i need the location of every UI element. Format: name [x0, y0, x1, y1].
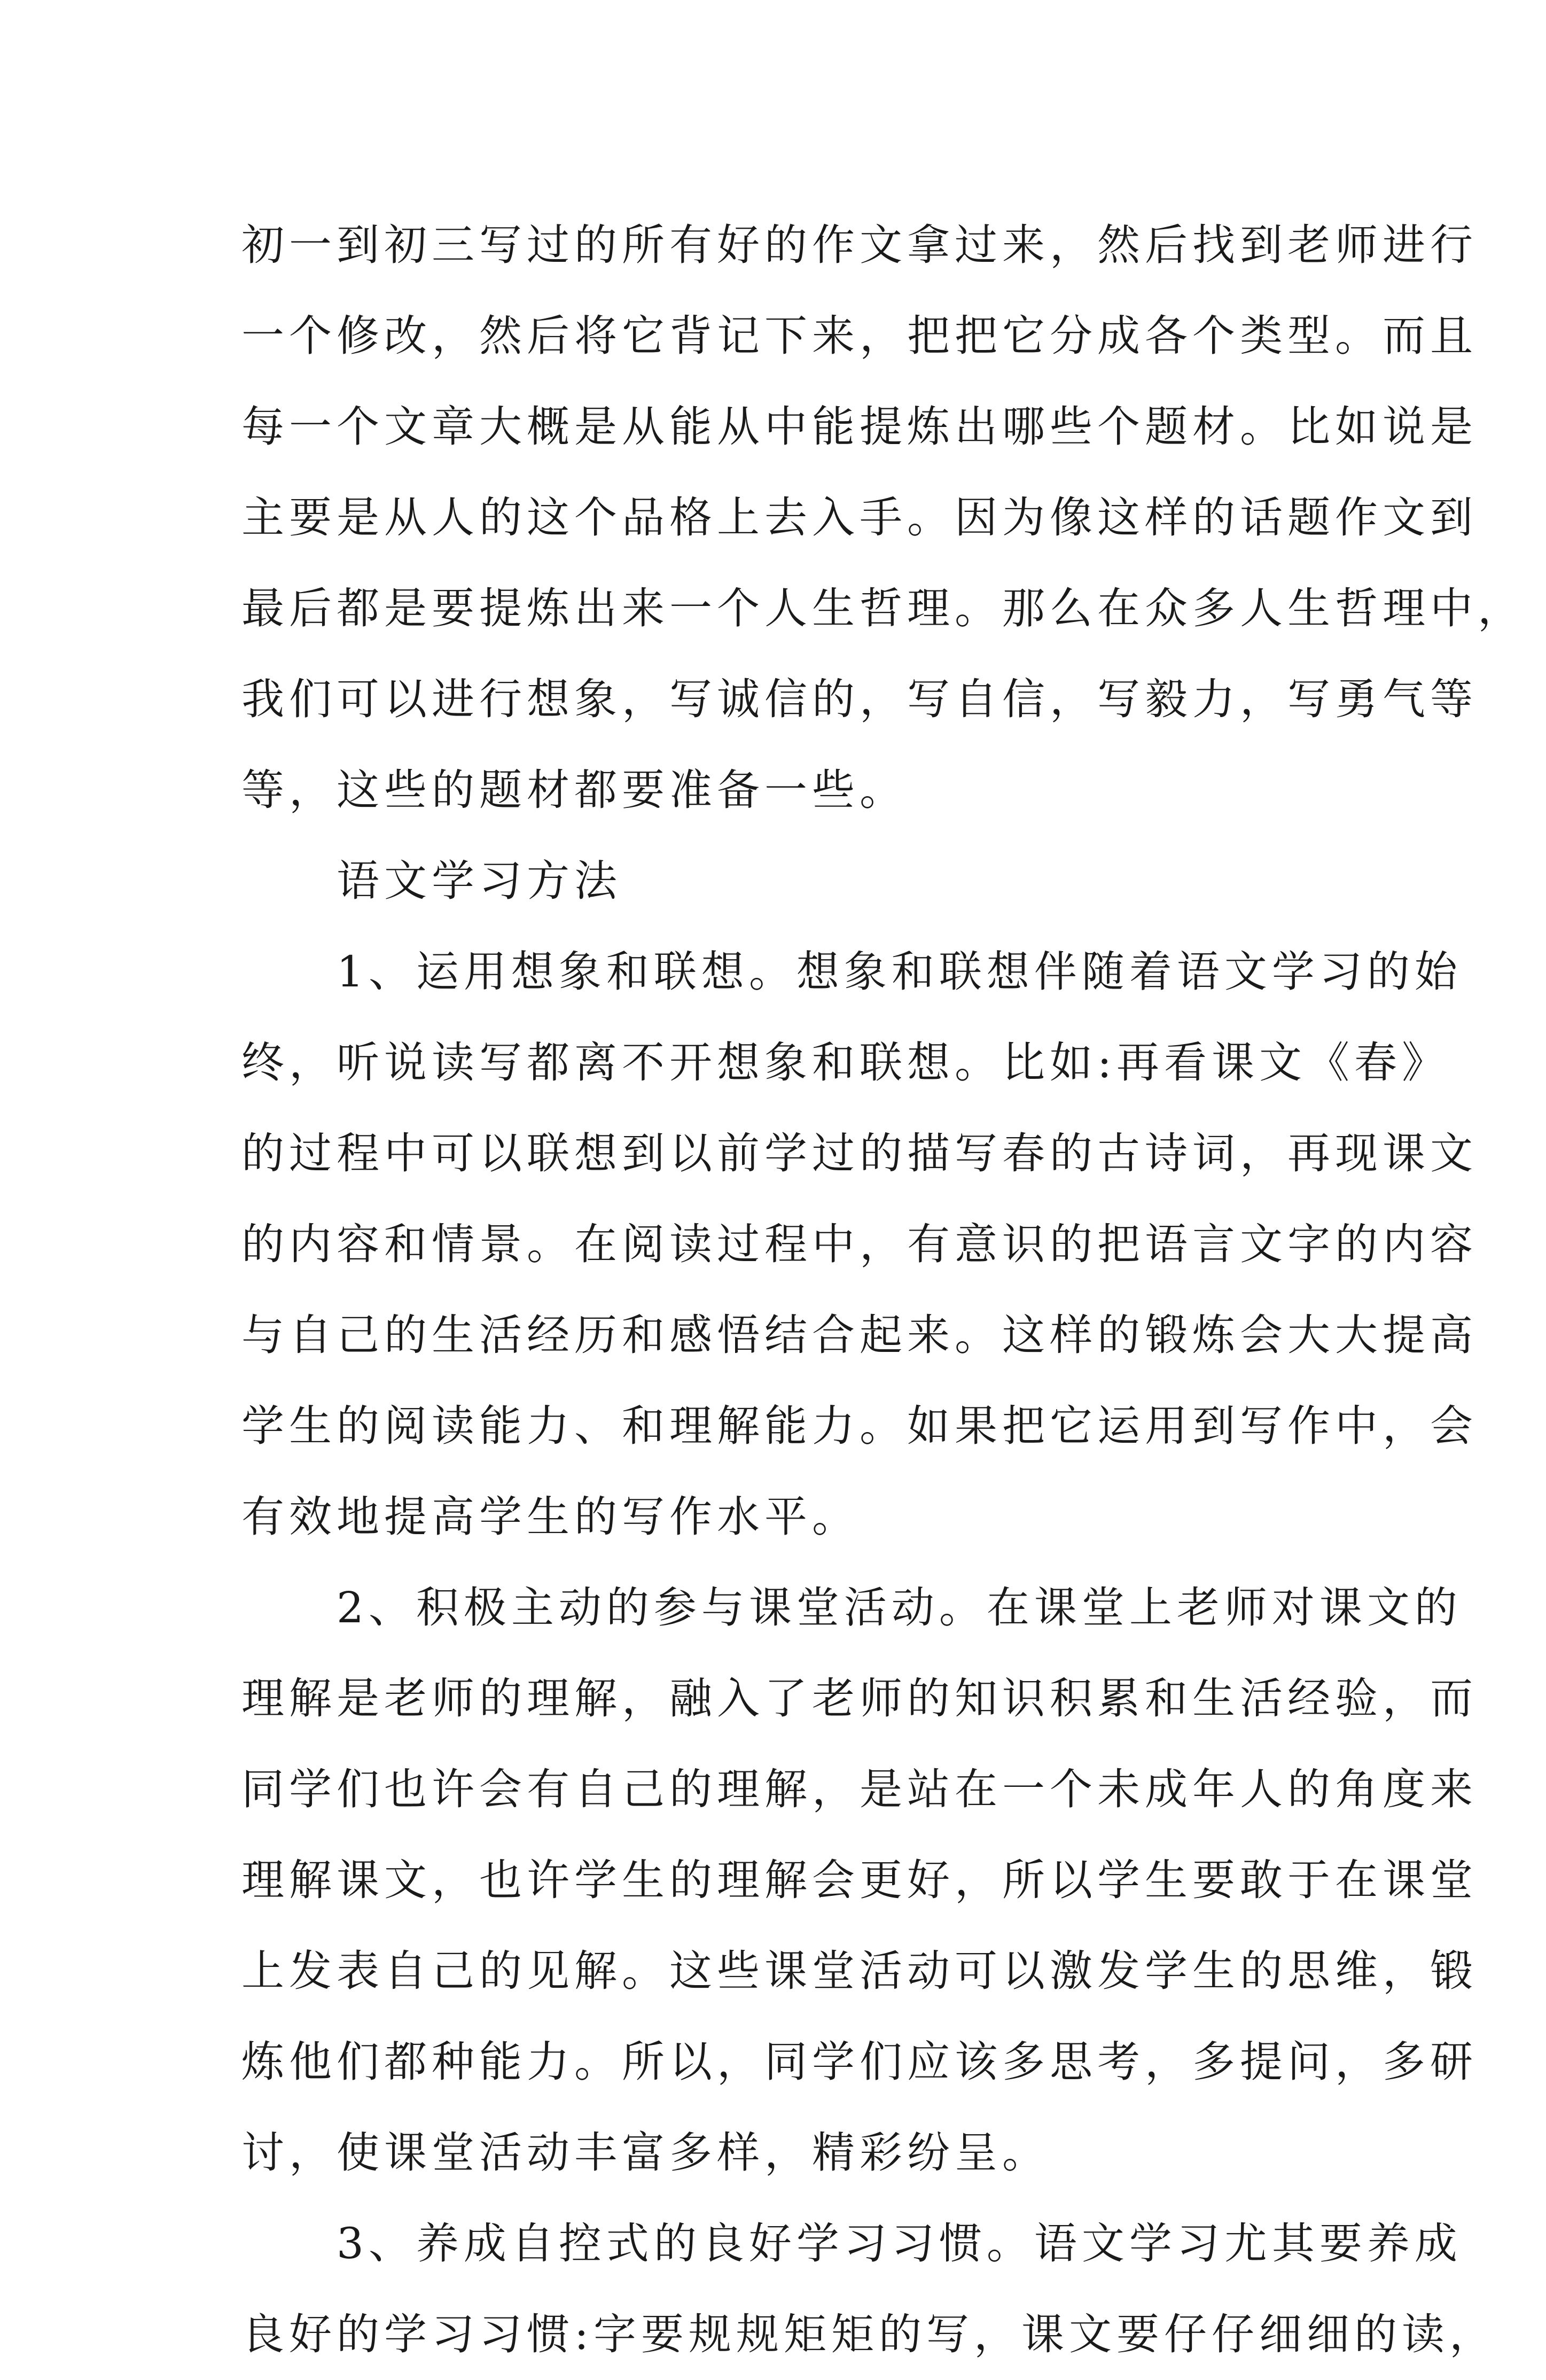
- text-line: 上发表自己的见解。这些课堂活动可以激发学生的思维，锻: [241, 1946, 1478, 1996]
- document-body: [241, 200, 1525, 2380]
- text-line: 主要是从人的这个品格上去入手。因为像这样的话题作文到: [241, 493, 1478, 542]
- text-line: 我们可以进行想象，写诚信的，写自信，写毅力，写勇气等: [241, 674, 1478, 724]
- text-line: 3、养成自控式的良好学习习惯。语文学习尤其要养成: [241, 2219, 1462, 2268]
- text-line: 初一到初三写过的所有好的作文拿过来，然后找到老师进行: [241, 220, 1478, 270]
- text-line: 终，听说读写都离不开想象和联想。比如:再看课文《春》: [241, 1038, 1449, 1087]
- text-line: 学生的阅读能力、和理解能力。如果把它运用到写作中，会: [241, 1401, 1478, 1451]
- text-line: 理解是老师的理解，融入了老师的知识积累和生活经验，而: [241, 1674, 1478, 1723]
- text-line: 理解课文，也许学生的理解会更好，所以学生要敢于在课堂: [241, 1855, 1478, 1905]
- text-line: 同学们也许会有自己的理解，是站在一个未成年人的角度来: [241, 1764, 1478, 1814]
- text-line: 一个修改，然后将它背记下来，把把它分成各个类型。而且: [241, 311, 1478, 361]
- text-line: 良好的学习习惯:字要规规矩矩的写，课文要仔仔细细的读，: [241, 2309, 1497, 2359]
- text-line: 炼他们都种能力。所以，同学们应该多思考，多提问，多研: [241, 2037, 1478, 2087]
- text-line: 1、运用想象和联想。想象和联想伴随着语文学习的始: [241, 947, 1462, 997]
- section-heading: 语文学习方法: [241, 856, 622, 906]
- text-line: 最后都是要提炼出来一个人生哲理。那么在众多人生哲理中，: [241, 584, 1525, 633]
- text-line: 与自己的生活经历和感悟结合起来。这样的锻炼会大大提高: [241, 1310, 1478, 1360]
- text-line: 的过程中可以联想到以前学过的描写春的古诗词，再现课文: [241, 1129, 1478, 1178]
- text-line: 2、积极主动的参与课堂活动。在课堂上老师对课文的: [241, 1583, 1462, 1632]
- text-line: 的内容和情景。在阅读过程中，有意识的把语言文字的内容: [241, 1219, 1478, 1269]
- text-line: 有效地提高学生的写作水平。: [241, 1492, 860, 1542]
- text-line: 等，这些的题材都要准备一些。: [241, 765, 907, 815]
- text-line: 每一个文章大概是从能从中能提炼出哪些个题材。比如说是: [241, 402, 1478, 452]
- text-line: 讨，使课堂活动丰富多样，精彩纷呈。: [241, 2128, 1050, 2177]
